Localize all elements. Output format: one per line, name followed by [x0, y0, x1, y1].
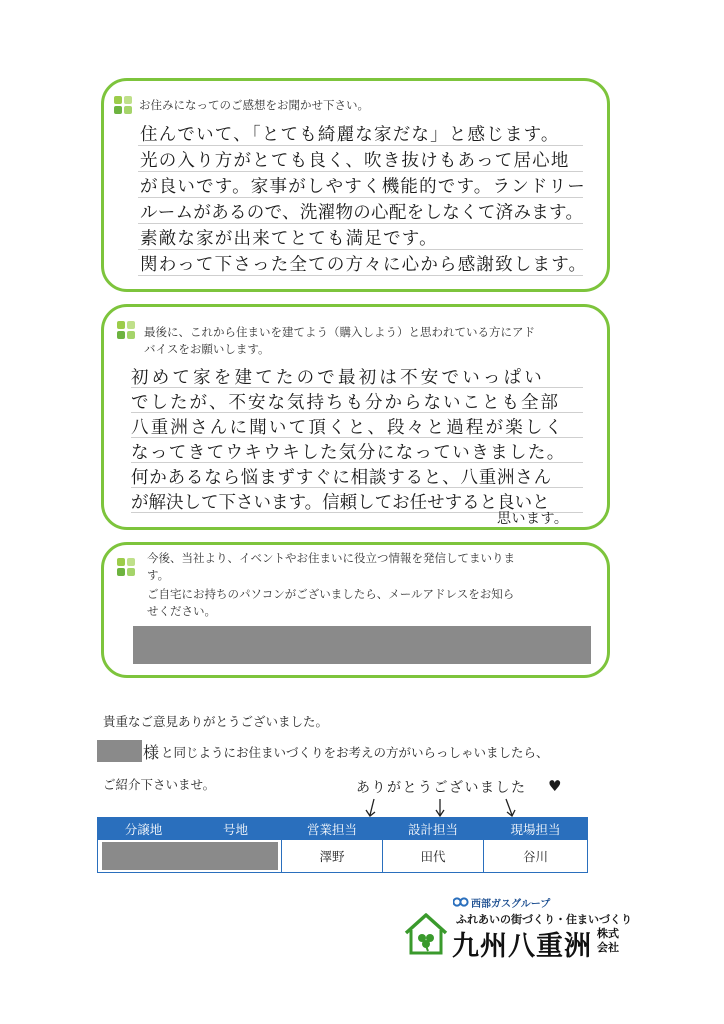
saibu-gas-logo-icon — [453, 896, 469, 908]
advice-line: 何かあるなら悩まずすぐに相談すると、八重洲さん — [131, 468, 552, 488]
header-lot: 分譲地 — [98, 818, 190, 840]
header-lot-number: 号地 — [190, 818, 282, 840]
advice-prompt-line2: バイスをお願いします。 — [144, 342, 270, 356]
redacted-lot-cell — [98, 840, 282, 873]
company-tagline: ふれあいの街づくり・住まいづくり — [456, 913, 632, 926]
referral-end-text: ご紹介下さいませ。 — [103, 777, 216, 792]
redacted-lot — [102, 842, 278, 870]
referral-text: と同じようにお住まいづくりをお考えの方がいらっしゃいましたら、 — [161, 745, 549, 760]
site-staff: 谷川 — [484, 840, 588, 873]
company-name: 九州八重洲 — [452, 931, 592, 962]
company-suffix-bottom: 会社 — [597, 941, 619, 954]
advice-line: が解決して下さいます。信頼してお任せすると良いと — [131, 493, 550, 513]
advice-line: なってきてウキウキした気分になっていきました。 — [131, 443, 566, 463]
impressions-prompt: お住みになってのご感想をお聞かせ下さい。 — [139, 98, 369, 112]
sales-staff: 澤野 — [282, 840, 383, 873]
impressions-line: が良いです。家事がしやすく機能的です。ランドリー — [140, 177, 586, 197]
advice-prompt-line1: 最後に、これから住まいを建てよう（購入しよう）と思われている方にアド — [144, 325, 535, 339]
email-prompt-line3: ご自宅にお持ちのパソコンがございましたら、メールアドレスをお知ら — [147, 587, 515, 601]
redacted-name — [97, 740, 142, 762]
company-suffix-top: 株式 — [597, 927, 619, 940]
clover-icon — [117, 558, 135, 576]
advice-line: 初めて家を建てたので最初は不安でいっぱい — [131, 368, 545, 388]
handwritten-thanks: ありがとうございました — [356, 780, 527, 796]
clover-icon — [114, 96, 132, 114]
impressions-line: 住んでいて、「とても綺麗な家だな」と感じます。 — [140, 125, 560, 145]
impressions-line: ルームがあるので、洗濯物の心配をしなくて済みます。 — [140, 203, 584, 223]
impressions-line: 素敵な家が出来てとても満足です。 — [140, 229, 438, 249]
design-staff: 田代 — [383, 840, 484, 873]
advice-line: でしたが、不安な気持ちも分からないことも全部 — [131, 393, 560, 413]
email-prompt-line2: す。 — [147, 568, 170, 582]
redacted-email — [133, 626, 591, 664]
heart-icon: ♥ — [548, 777, 563, 795]
impressions-line: 光の入り方がとても良く、吹き抜けもあって居心地 — [140, 151, 570, 171]
group-name: 西部ガスグループ — [471, 899, 551, 910]
impressions-line: 関わって下さった全ての方々に心から感謝致します。 — [140, 255, 588, 275]
email-prompt-line4: せください。 — [147, 604, 216, 618]
clover-icon — [117, 321, 135, 339]
advice-line: 八重洲さんに聞いて頂くと、段々と過程が楽しく — [131, 418, 565, 438]
header-design: 設計担当 — [383, 818, 484, 840]
house-logo-icon — [402, 911, 450, 957]
email-prompt-line1: 今後、当社より、イベントやお住まいに役立つ情報を発信してまいりま — [147, 551, 515, 565]
header-sales: 営業担当 — [282, 818, 383, 840]
staff-table — [97, 817, 588, 873]
header-site: 現場担当 — [484, 818, 588, 840]
sama-text: 様 — [143, 743, 160, 762]
advice-line: 思います。 — [497, 511, 569, 527]
thanks-text: 貴重なご意見ありがとうございました。 — [103, 714, 329, 729]
